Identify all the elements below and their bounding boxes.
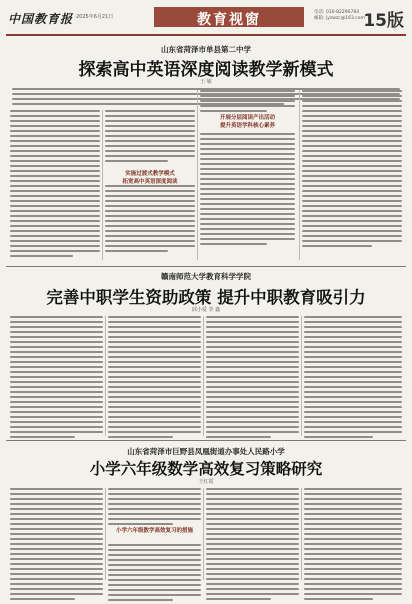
article3-headline: 小学六年级数学高效复习策略研究 bbox=[89, 460, 323, 478]
article2-col4 bbox=[304, 316, 402, 441]
contact-email: 邮箱: jyzwzc@163.com bbox=[314, 16, 365, 21]
masthead bbox=[6, 4, 406, 36]
article2-col1 bbox=[10, 316, 103, 441]
article2-kicker: 赣南师范大学教育科学学院 bbox=[161, 272, 251, 281]
article2-headline: 完善中职学生资助政策 提升中职教育吸引力 bbox=[46, 288, 366, 307]
article1-col4 bbox=[302, 90, 402, 250]
article2-col3 bbox=[206, 316, 299, 441]
section-title: 教育视窗 bbox=[197, 12, 261, 28]
article3-byline: 王红霞 bbox=[198, 479, 214, 485]
article3-col2 bbox=[108, 488, 201, 604]
article3-col3 bbox=[206, 488, 299, 603]
article3-kicker: 山东省菏泽市巨野县凤凰街道办事处人民路小学 bbox=[127, 447, 285, 456]
paper-name: 中国教育报 bbox=[8, 12, 74, 26]
issue-date: 2025年6月21日 bbox=[76, 14, 114, 20]
contact-phone: 电话: 010-82296784 bbox=[314, 10, 360, 15]
article3-col1 bbox=[10, 488, 103, 603]
article1-headline: 探索高中英语深度阅读教学新模式 bbox=[78, 60, 334, 80]
article2-col2 bbox=[108, 316, 201, 441]
article3-col4 bbox=[304, 488, 402, 603]
article2-byline: 邱小爱 李 鑫 bbox=[191, 307, 221, 313]
article1-subhead-1: 开展分层阅读产出活动 提升英语学科核心素养 bbox=[219, 115, 275, 129]
section-banner bbox=[154, 7, 304, 27]
article1-subhead-2: 实施过渡式教学模式 拓宽高中英语深度阅读 bbox=[122, 171, 178, 185]
article1-kicker: 山东省菏泽市单县第二中学 bbox=[161, 45, 251, 54]
article1-byline: 王 敏 bbox=[200, 79, 212, 85]
page-number: 15版 bbox=[363, 11, 404, 31]
article1-col1 bbox=[10, 110, 100, 260]
article3-subhead-1: 小学六年级数学高效复习的措施 bbox=[115, 528, 193, 534]
